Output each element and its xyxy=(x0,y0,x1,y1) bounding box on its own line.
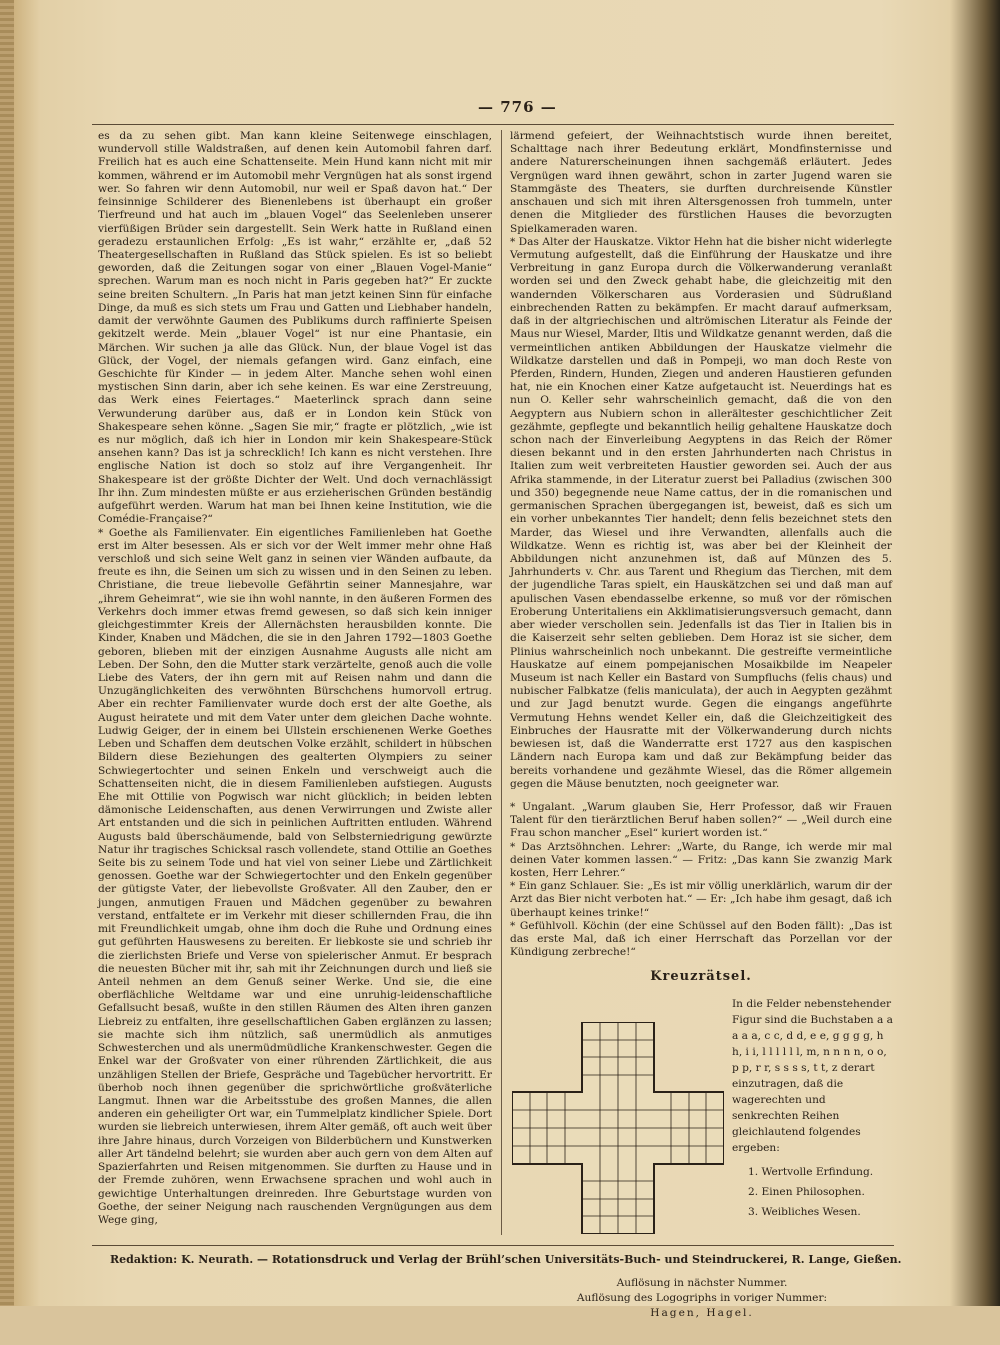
previous-solution: Hagen, Hagel. xyxy=(650,1306,754,1319)
puzzle-instructions: In die Felder nebenstehender Figur sind die Buchstaben a a a a a, c c, d d, e e, g g g g, h h, i i, l l l l l l, m, n n n n, o o, p p, r r, s s s s, t t, z derart einzutragen, daß die wagerechten und senkrechten Reihen gleichlautend folgendes ergeben: xyxy=(732,997,893,1154)
solution-notice: Auflösung in nächster Nummer. xyxy=(616,1276,788,1289)
column-divider xyxy=(501,130,502,1235)
puzzle-clues xyxy=(732,1164,894,1220)
right-column xyxy=(510,130,892,1345)
cross-grid-svg xyxy=(512,1022,724,1234)
header-rule xyxy=(92,124,894,125)
puzzle-instructions-block xyxy=(732,996,894,1224)
crossword-puzzle xyxy=(510,970,892,1345)
goethe-article: * Goethe als Familienvater. Ein eigentliches Familienleben hat Goethe erst im Alter besessen. Als er sich vor der Welt immer mehr ohne Haß verschloß und sich seine Welt ganz in seinen vier Wänden aufbaute, da freute es ihn, die Seinen um sich zu wissen und in den Seinen zu leben. Christiane, die treue liebevolle Gefährtin seiner Mannesjahre, war „ihrem Geheimrat“, wie sie ihn wohl nannte, in den äußeren Formen des Verkehrs doch immer etwas fremd gewesen, so daß sich kein inniger gleichgestimmter Kreis der Allernächsten herausbilden konnte. Die Kinder, Knaben und Mädchen, die sie in den Jahren 1792—1803 Goethe geboren, blieben mit der einzigen Ausnahme Augusts alle nicht am Leben. Der Sohn, den die Mutter stark verzärtelte, genoß auch die volle Liebe des Vaters, der ihn gern mit auf Reisen nahm und dann die Unzugänglichkeiten des verwöhnten Bürschchens humorvoll ertrug. Aber ein rechter Familienvater wurde doch erst der alte Goethe, als August heiratete und mit dem Vater unter dem gleichen Dache wohnte. Ludwig Geiger, der in einem bei Ullstein erschienenen Werke Goethes Leben und Schaffen dem deutschen Volke erzählt, schildert in hübschen Bildern diese Beziehungen des gealterten Olympiers zu seiner Schwiegertochter und seinen Enkeln und verschweigt auch die Schattenseiten nicht, die in diesem Familienleben aufstiegen. Augusts Ehe mit Ottilie von Pogwisch war nicht glücklich; in beiden lebten dämonische Leidenschaften, aus denen Verwirrungen und Zwiste aller Art entstanden und die sich in peinlichen Auftritten entluden. Während Augusts bald überschäumende, bald von Selbsterniedrigung gewürzte Natur ihr tragisches Schicksal rasch vollendete, stand Ottilie an Goethes Seite bis zu seinem Tode und hat viel von seiner Liebe und Zärtlichkeit genossen. Goethe war der Schwiegertochter und den Enkeln gegenüber der gütigste Vater, der liebevollste Großvater. All den Zauber, den er jungen, anmutigen Frauen und Mädchen gegenüber zu bewahren verstand, entfaltete er im Verkehr mit dieser schillernden Frau, die ihn mit Freundlichkeit umgab, ohne ihm doch die Ruhe und Ordnung eines gut geführten Hauswesens zu bereiten. Er liebkoste sie und schrieb ihr die zierlichsten Briefe und Verse von spielerischer Anmut. Er besprach die neuesten Bücher mit ihr, sah mit ihr Zeichnungen durch und ließ sie Anteil nehmen an dem Genuß seiner Werke. Und sie, die eine oberflächliche Weltdame war und eine unruhig-leidenschaftliche Gefallsucht besaß, wußte in den stillen Räumen des Alten ihren ganzen Liebreiz zu entfalten, ihre gesellschaftlichen Gaben erglänzen zu lassen; sie machte sich ihm nützlich, saß unermüdlich als anmutiges Schwesterchen und als unermüdmüdliche Krankenschwester. Gegen die Enkel war der Großvater von einer rührenden Zärtlichkeit, die aus unzähligen Stellen der Briefe, Gespräche und Tagebücher hervortritt. Er überhob noch ihnen gegenüber die sprichwörtliche großväterliche Langmut. Ihnen war die Arbeitsstube des großen Mannes, die allen anderen ein geheiligter Ort war, ein Tummelplatz kindlicher Spiele. Dort wurden sie liebreich unterwiesen, ihrem Alter gemäß, oft auch weit über ihre Jahre hinaus, durch Vorzeigen von Bilderbüchern und Kunstwerken aller Art tändelnd belehrt; sie wurden aber auch gern von dem Alten auf Spazierfahrten und Reisen mitgenommen. Sie durften zu Hause und in der Fremde zuhören, wenn Erwachsene sprachen und wohl auch in gewichtige Unterhaltungen dreinreden. Ihre Geburtstage wurden von Goethe, der seiner Neigung nach rauschenden Vergnügungen aus dem Wege ging, xyxy=(98,526,492,1226)
maeterlinck-article: es da zu sehen gibt. Man kann kleine Seitenwege einschlagen, wundervoll stille Waldstraßen, auf denen kein Automobil fahren darf. Freilich hat es auch eine Schattenseite. Mein Hund kann nicht mit mir kommen, während er im Automobil mehr Vergnügen hat als sonst irgend wer. So fahren wir denn Automobil, nur weil er Spaß davon hat.“ Der feinsinnige Schilderer des Bienenlebens ist überhaupt ein großer Tierfreund und hat auch im „blauen Vogel“ das Seelenleben unserer vierfüßigen Brüder sein dargestellt. Sein Werk hatte in Rußland einen geradezu erstaunlichen Erfolg: „Es ist wahr,“ erzählte er, „daß 52 Theatergesellschaften in Rußland das Stück spielen. Es ist so beliebt geworden, daß die Zeitungen sogar von einer „Blauen Vogel-Manie“ sprechen. Warum man es noch nicht in Paris gegeben hat?“ Er zuckte seine breiten Schultern. „In Paris hat man jetzt keinen Sinn für einfache Dinge, da muß es sich stets um Frau und Gatten und Liebhaber handeln, damit der verwöhnte Gaumen des Publikums durch raffinierte Speisen gekitzelt werde. Mein „blauer Vogel“ ist nur eine Phantasie, ein Märchen. Wir suchen ja alle das Glück. Nun, der blaue Vogel ist das Glück, der Vogel, der niemals gefangen wird. Ganz einfach, eine Geschichte für Kinder — in jedem Alter. Manche sehen wohl einen mystischen Sinn darin, aber ich sehe keinen. Es war eine Zerstreuung, das Werk eines Feiertages.“ Maeterlinck sprach dann seine Verwunderung darüber aus, daß er in London kein Stück von Shakespeare sehen könne. „Sagen Sie mir,“ fragte er plötzlich, „wie ist es nur möglich, daß ich hier in London mir kein Shakespeare-Stück ansehen kann? Das ist ja schrecklich! Ich kann es nicht verstehen. Ihre englische Nation ist doch so stolz auf ihre Vergangenheit. Ihr Shakespeare ist der größte Dichter der Welt. Und doch vernachlässigt Ihr ihn. Zum mindesten müßte er aus erzieherischen Gründen beständig aufgeführt werden. Warum hat man bei Ihnen keine Institution, wie die Comédie-Française?“ xyxy=(98,130,492,526)
puzzle-clue: 2. Einen Philosophen. xyxy=(748,1185,865,1198)
puzzle-title: Kreuzrätsel. xyxy=(650,968,752,984)
joke-arztsoehnchen: * Das Arztsöhnchen. Lehrer: „Warte, du Range, ich werde mir mal deinen Vater kommen lassen.“ — Fritz: „Das kann Sie zwanzig Mark kosten, Herr Lehrer.“ xyxy=(510,840,892,880)
puzzle-clue: 3. Weibliches Wesen. xyxy=(748,1205,861,1218)
puzzle-notice-block xyxy=(510,1276,894,1321)
cross-grid xyxy=(512,1022,724,1234)
joke-gefuehlvoll: * Gefühlvoll. Köchin (der eine Schüssel auf den Boden fällt): „Das ist das erste Mal, daß ich einer Herrschaft das Porzellan vor der Kündigung zerbreche!“ xyxy=(510,919,892,959)
goethe-article-continued: lärmend gefeiert, der Weihnachtstisch wurde ihnen bereitet, Schalttage nach ihrer Bedeutung erklärt, Mondfinsternisse und andere Naturerscheinungen ihnen sachgemäß erläutert. Jedes Vergnügen ward ihnen gewährt, schon in zarter Jugend waren sie Stammgäste des Theaters, sie durften durchreisende Künstler anschauen und sich mit ihren Altersgenossen froh tummeln, unter denen die Mitglieder des fürstlichen Hauses die bevorzugten Spielkameraden waren. xyxy=(510,130,892,235)
joke-schlauer: * Ein ganz Schlauer. Sie: „Es ist mir völlig unerklärlich, warum dir der Arzt das Bier nicht verboten hat.“ — Er: „Ich habe ihm gesagt, daß ich überhaupt keines trinke!“ xyxy=(510,880,892,919)
jokes-section xyxy=(510,801,892,960)
page-number: — 776 — xyxy=(478,98,557,116)
book-binding-edge xyxy=(0,0,14,1306)
left-column xyxy=(98,130,492,1227)
hauskatze-article: * Das Alter der Hauskatze. Viktor Hehn hat die bisher nicht widerlegte Vermutung aufgestellt, daß die Einführung der Hauskatze und ihre Verbreitung in ganz Europa durch die Völkerwanderung veranlaßt worden sei und den Zweck gehabt habe, die gleichzeitig mit den wandernden Völkerscharen aus Vorderasien und Südrußland einbrechenden Ratten zu bekämpfen. Er macht darauf aufmerksam, daß in der altgriechischen und altrömischen Literatur als Feinde der Maus nur Wiesel, Marder, Iltis und Wildkatze genannt werden, daß die vermeintlichen antiken Abbildungen der Hauskatze vielmehr die Wildkatze darstellen und daß in Pompeji, wo man doch Reste von Pferden, Rindern, Hunden, Ziegen und anderen Haustieren gefunden hat, nie ein Knochen einer Katze aufgetaucht ist. Neuerdings hat es nun O. Keller sehr wahrscheinlich gemacht, daß die von den Aegyptern aus Nubiern schon in allerältester geschichtlicher Zeit gezähmte, gepflegte und bekanntlich heilig gehaltene Hauskatze doch schon nach der Einverleibung Aegyptens in das Reich der Römer diesen bekannt und in den ersten Jahrhunderten nach Christus in Italien zum weit verbreiteten Haustier geworden sei. Auch der aus Afrika stammende, in der Literatur zuerst bei Palladius (zwischen 300 und 350) begegnende neue Name cattus, der in die romanischen und germanischen Sprachen übergegangen ist, beweist, daß es sich um ein vorher unbekanntes Tier handelt; denn felis bezeichnet stets den Marder, das Wiesel und ihre Verwandten, allenfalls auch die Wildkatze. Wenn es richtig ist, was aber bei der Kleinheit der Abbildungen nicht anzunehmen ist, daß auf Münzen des 5. Jahrhunderts v. Chr. aus Tarent und Rhegium das Tierchen, mit dem der jugendliche Taras spielt, ein Hauskätzchen sei und daß man auf apulischen Vasen ebendasselbe erkenne, so muß vor der römischen Eroberung Unteritaliens ein Akklimatisierungsversuch gemacht, dann aber wieder verschollen sein. Jedenfalls ist das Tier in Italien bis in die Kaiserzeit sehr selten geblieben. Dem Horaz ist sie sicher, dem Plinius wahrscheinlich noch unbekannt. Die gestreifte vermeintliche Hauskatze auf einem pompejanischen Mosaikbilde im Neapeler Museum ist nach Keller ein Bastard von Sumpfluchs (felis chaus) und nubischer Falbkatze (felis maniculata), der auch in Aegypten gezähmt und zur Jagd benutzt wurde. Gegen die eingangs angeführte Vermutung Hehns wendet Keller ein, daß die Gleichzeitigkeit des Einbruches der Hausratte mit der Völkerwanderung durch nichts bewiesen ist, daß die Wanderratte erst 1727 aus den kaspischen Ländern nach Europa kam und daß zur Bekämpfung beider das bereits vorhandene und gezähmte Wiesel, das die Römer allgemein gegen die Mäuse benutzten, noch geeigneter war. xyxy=(510,235,892,790)
puzzle-clue: 1. Wertvolle Erfindung. xyxy=(748,1165,874,1178)
previous-solution-label: Auflösung des Logogriphs in voriger Nummer: xyxy=(576,1291,828,1304)
footer-rule xyxy=(92,1245,894,1246)
joke-ungalant: * Ungalant. „Warum glauben Sie, Herr Professor, daß wir Frauen Talent für den tierärztlichen Beruf haben sollen?“ — „Weil durch eine Frau schon mancher „Esel“ kuriert worden ist.“ xyxy=(510,800,892,840)
imprint-footer: Redaktion: K. Neurath. — Rotationsdruck und Verlag der Brühl’schen Universitäts-Buch- und Steindruckerei, R. Lange, Gießen. xyxy=(110,1253,902,1266)
